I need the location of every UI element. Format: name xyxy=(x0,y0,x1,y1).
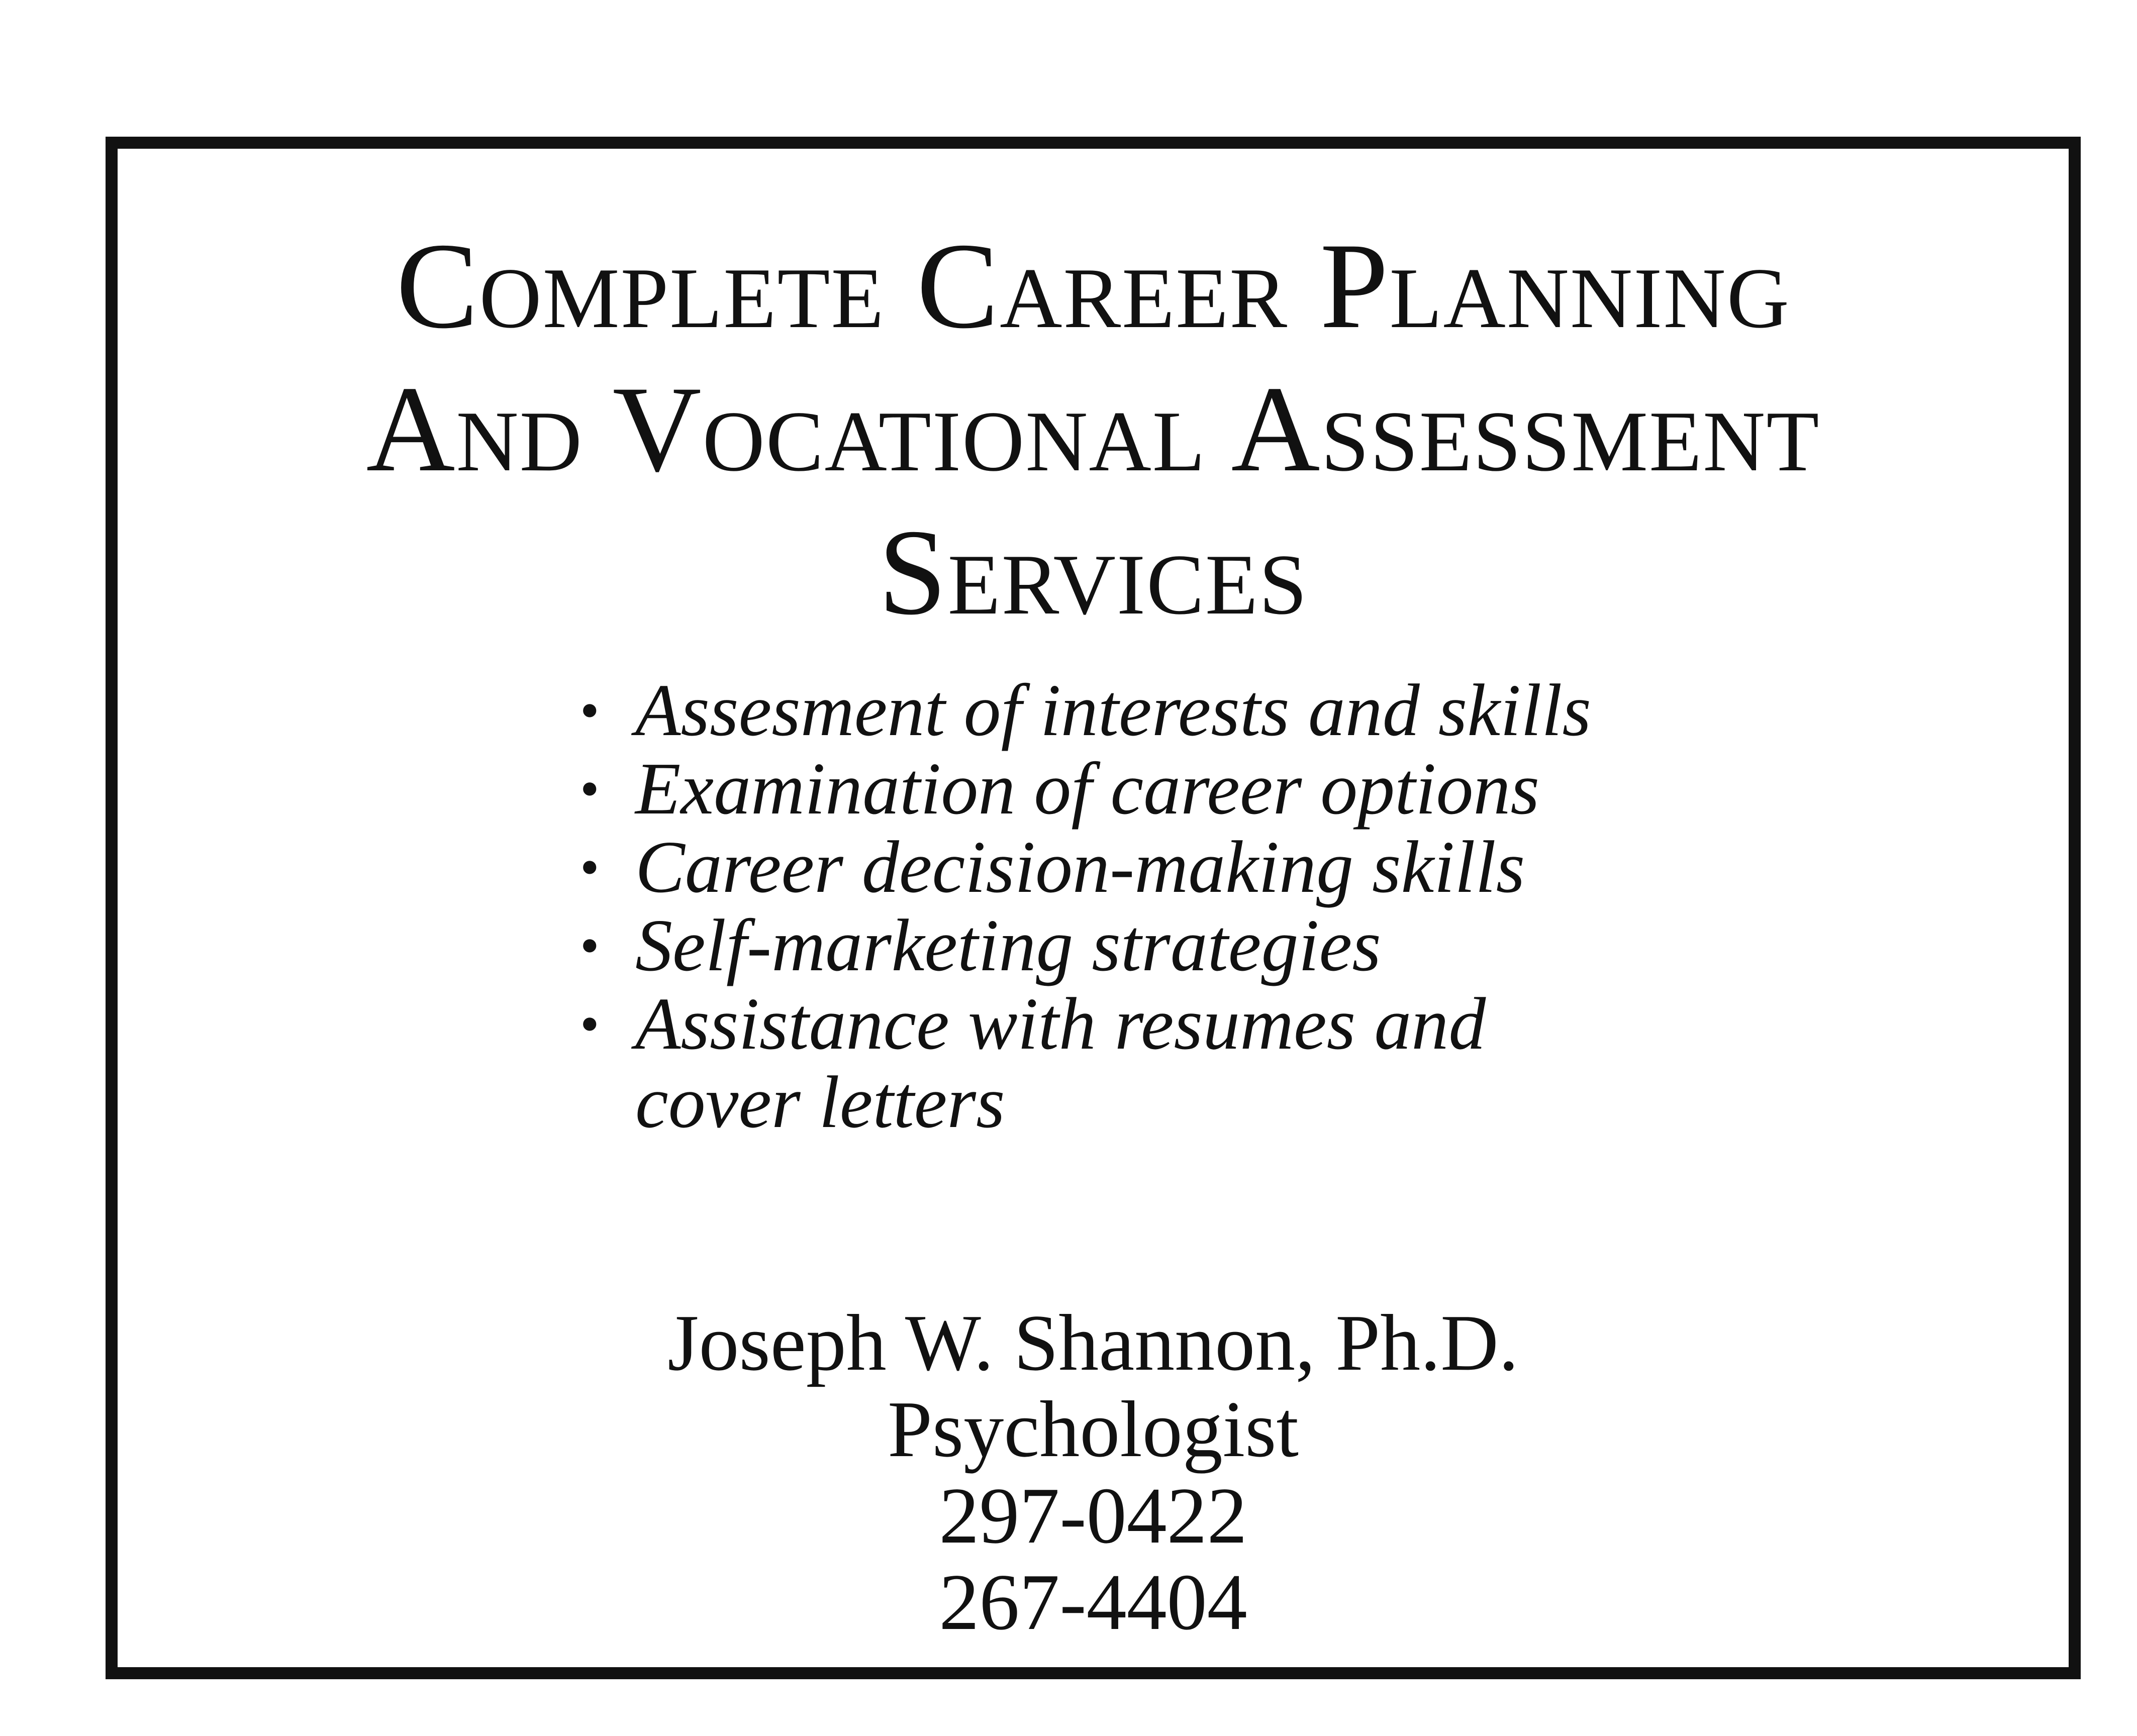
bullet-icon: • xyxy=(580,680,600,741)
service-item xyxy=(580,750,1591,828)
contact-phone-2: 267-4404 xyxy=(939,1557,1247,1647)
services-list xyxy=(580,671,1591,1142)
bullet-icon: • xyxy=(580,837,600,898)
bullet-icon: • xyxy=(580,993,600,1055)
service-text: Assistance with resumes and cover letters xyxy=(635,983,1486,1144)
service-item xyxy=(580,985,1540,1142)
contact-title: Psychologist xyxy=(888,1384,1299,1474)
service-item xyxy=(580,906,1591,985)
headline-line-1: Complete Career Planning xyxy=(396,218,1790,354)
service-text: Self-marketing strategies xyxy=(635,904,1381,987)
service-item xyxy=(580,828,1591,906)
contact-name: Joseph W. Shannon, Ph.D. xyxy=(667,1298,1519,1387)
ad-border-frame xyxy=(106,137,2081,1679)
headline-line-3: Services xyxy=(878,504,1308,640)
service-text: Career decision-making skills xyxy=(635,826,1525,908)
headline xyxy=(118,214,2069,644)
service-text: Assesment of interests and skills xyxy=(635,669,1591,752)
bullet-icon: • xyxy=(580,915,600,976)
contact-phone-1: 297-0422 xyxy=(939,1471,1247,1560)
bullet-icon: • xyxy=(580,758,600,820)
service-text: Examination of career options xyxy=(635,748,1540,830)
service-item xyxy=(580,671,1591,750)
headline-line-2: And Vocational Assessment xyxy=(366,361,1820,497)
contact-block xyxy=(118,1299,2069,1645)
